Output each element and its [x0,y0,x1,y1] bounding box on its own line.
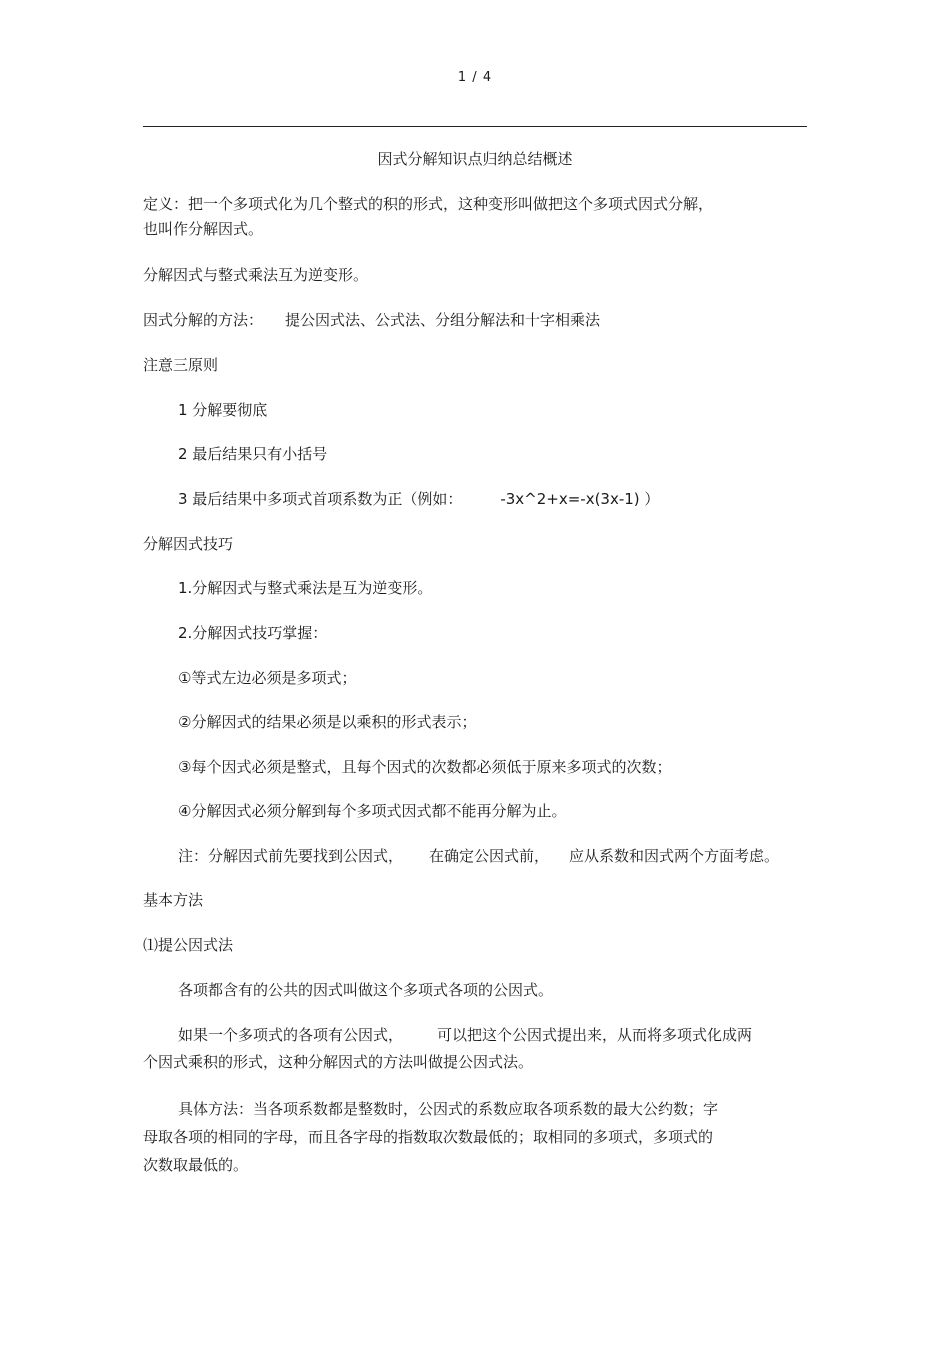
document-title: 因式分解知识点归纳总结概述 [377,150,573,168]
method-1-paragraph-2-line-2: 个因式乘积的形式，这种分解因式的方法叫做提公因式法。 [143,1053,534,1071]
definition-line-1: 定义：把一个多项式化为几个整式的积的形式，这种变形叫做把这个多项式因式分解， [143,195,714,213]
paragraph-2-part-a: 如果一个多项式的各项有公因式， [178,1026,404,1044]
method-1-paragraph-1: 各项都含有的公共的因式叫做这个多项式各项的公因式。 [178,981,554,999]
methods-text: 提公因式法、公式法、分组分解法和十字相乘法 [285,311,601,329]
principles-heading: 注意三原则 [143,356,219,374]
principle-item-2: 2 最后结果只有小括号 [178,445,328,463]
tip-2: 2.分解因式技巧掌握： [178,624,328,642]
principle-item-1: 1 分解要彻底 [178,401,268,419]
tip-1: 1.分解因式与整式乘法是互为逆变形。 [178,579,433,597]
definition-line-2: 也叫作分解因式。 [143,220,264,238]
condition-1: ①等式左边必须是多项式； [178,669,357,687]
method-1-paragraph-3-line-2: 母取各项的相同的字母，而且各字母的指数取次数最低的；取相同的多项式，多项式的 [143,1128,714,1146]
tips-note [178,846,779,866]
basic-methods-heading: 基本方法 [143,891,204,909]
condition-2: ②分解因式的结果必须是以乘积的形式表示； [178,713,477,731]
principle-item-3-example: -3x^2+x=-x(3x-1) ） [500,490,660,508]
principle-item-3 [178,489,659,509]
tips-note-part-a: 注：分解因式前先要找到公因式， [178,847,404,865]
tips-heading: 分解因式技巧 [143,535,234,553]
methods-line [143,310,600,330]
paragraph-2-part-b: 可以把这个公因式提出来，从而将多项式化成两 [437,1026,753,1044]
condition-3: ③每个因式必须是整式，且每个因式的次数都必须低于原来多项式的次数； [178,758,672,776]
tips-note-part-b: 在确定公因式前， [429,847,550,865]
page-number: 1 / 4 [457,70,493,85]
condition-4: ④分解因式必须分解到每个多项式因式都不能再分解为止。 [178,802,567,820]
method-1-paragraph-3-line-1: 具体方法：当各项系数都是整数时，公因式的系数应取各项系数的最大公约数；字 [178,1100,719,1118]
tips-note-part-c: 应从系数和因式两个方面考虑。 [569,847,780,865]
method-1-paragraph-2-line-1 [178,1025,752,1045]
principle-item-3-text: 3 最后结果中多项式首项系数为正（例如： [178,490,463,508]
method-1-heading: ⑴提公因式法 [143,936,234,954]
header-divider [143,126,807,127]
method-1-paragraph-3-line-3: 次数取最低的。 [143,1156,249,1174]
inverse-note: 分解因式与整式乘法互为逆变形。 [143,266,369,284]
methods-label: 因式分解的方法： [143,311,264,329]
